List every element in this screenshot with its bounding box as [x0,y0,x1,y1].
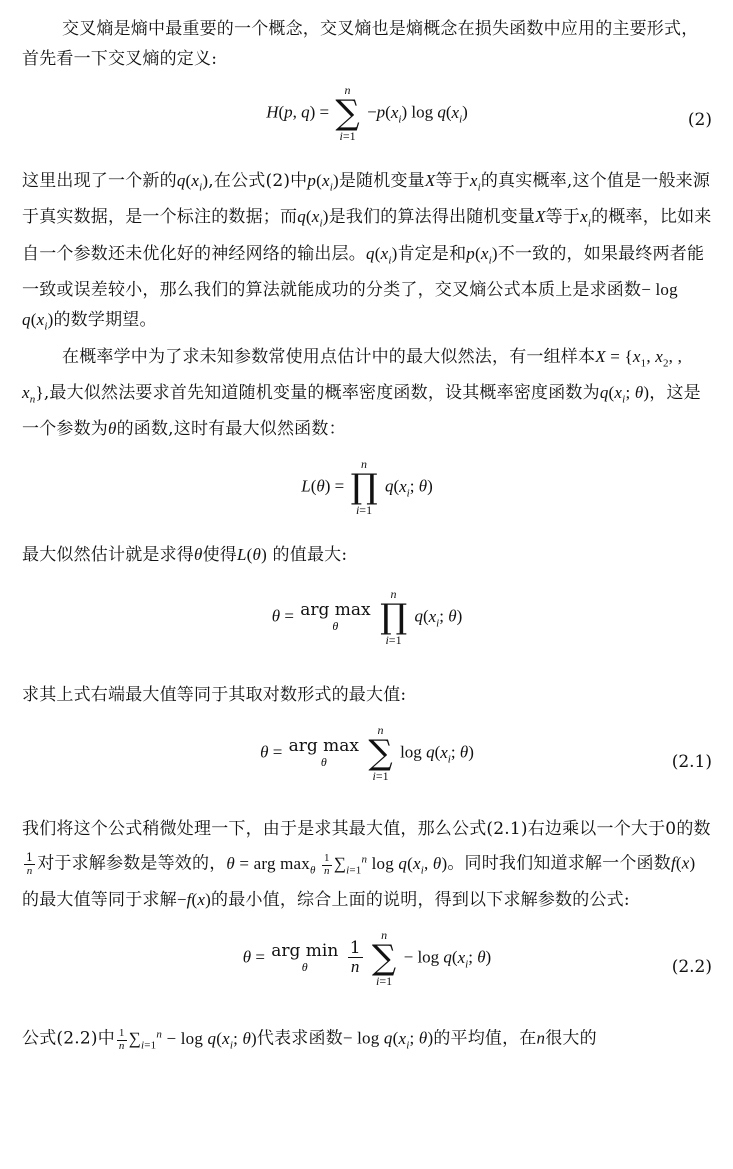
paragraph-explanation: 这里出现了一个新的$q(x_i)$,在公式(2)中$p(x_i)$是随机变量X等于$x_i$的真实概率,这个值是一般来源于真实数据，是一个标注的数据；而$q(x_i)$是我们的算法得出随机变量X等于$x_i$的概率，比如来自一个参数还未优化好的神经网络的输出层。$q(x_i)$肯定是和$p(x_i)$不一致的，如果最终两者能一致或误差较小，那么我们的算法就能成功的分类了，交叉熵公式本质上是求函数− $\log q(x_i)$的数学期望。 [22,171,712,333]
paragraph-intro [22,14,712,74]
equation-tag: (2.2) [671,957,712,978]
equation-tag: (2.1) [671,752,712,773]
paragraph-average: 公式(2.2)中 $\frac{1}{n}$ $\sum_{i=1}^n - \log q(x_i$; θ)代表求函数− $\log q(x_i$; θ)的平均值，在n很大的 [22,1027,597,1052]
equation-argmax-log: θ = arg max θ n ∑ i=1 $\log q(x_i$; θ) (2.1) [260,723,712,784]
equation-tag: (2) [687,110,712,130]
paragraph-mle-goal: 最大似然估计就是求得θ使得L(θ) 的值最大: [22,545,348,566]
equation-argmax-product: θ = arg max θ n ∏ i=1 $q(x_i$; θ) [271,587,463,648]
paper-page [22,14,712,1060]
equation-cross-entropy: H(p, q) = n ∑ i=1 $-p(x_i)$ $\log q(x_i)$ (2) [266,83,712,143]
equation-argmin-mean: θ = arg min θ $\frac{1}{n}$ n ∑ i=1 − $\log q(x_i$; θ) (2.2) [242,928,712,989]
equation-likelihood: L(θ) = n ∏ i=1 $q(x_i$; θ) [301,457,433,518]
paragraph-log-form: 求其上式右端最大值等同于其取对数形式的最大值: [22,685,407,706]
text: 交叉熵是熵中最重要的一个概念，交叉熵也是熵概念在损失函数中应用的主要形式，首先看一下交叉熵的定义: [22,19,699,69]
paragraph-mle: 在概率学中为了求未知参数常使用点估计中的最大似然法，有一组样本$X = \{x_1$, $x_2$, , $x_n$},最大似然法要求首先知道随机变量的概率密度函数，设其概率密度函数为$q(x_i$; θ)，这是一个参数为θ的函数,这时有最大似然函数： [22,346,701,440]
paragraph-transform: 我们将这个公式稍微处理一下，由于是求其最大值，那么公式(2.1)右边乘以一个大于0的数 $\frac{1}{n}$ 对于求解参数是等效的，θ = arg $\max_\theta$ $\frac{1}{n}$ $\sum_{i=1}^n$ $\log q(x_i$, θ)。同时我们知道求解一个函数f(x)的最大值等同于求解−f(x)的最小值，综合上面的说明，得到以下求解参数的公式: [22,819,711,911]
